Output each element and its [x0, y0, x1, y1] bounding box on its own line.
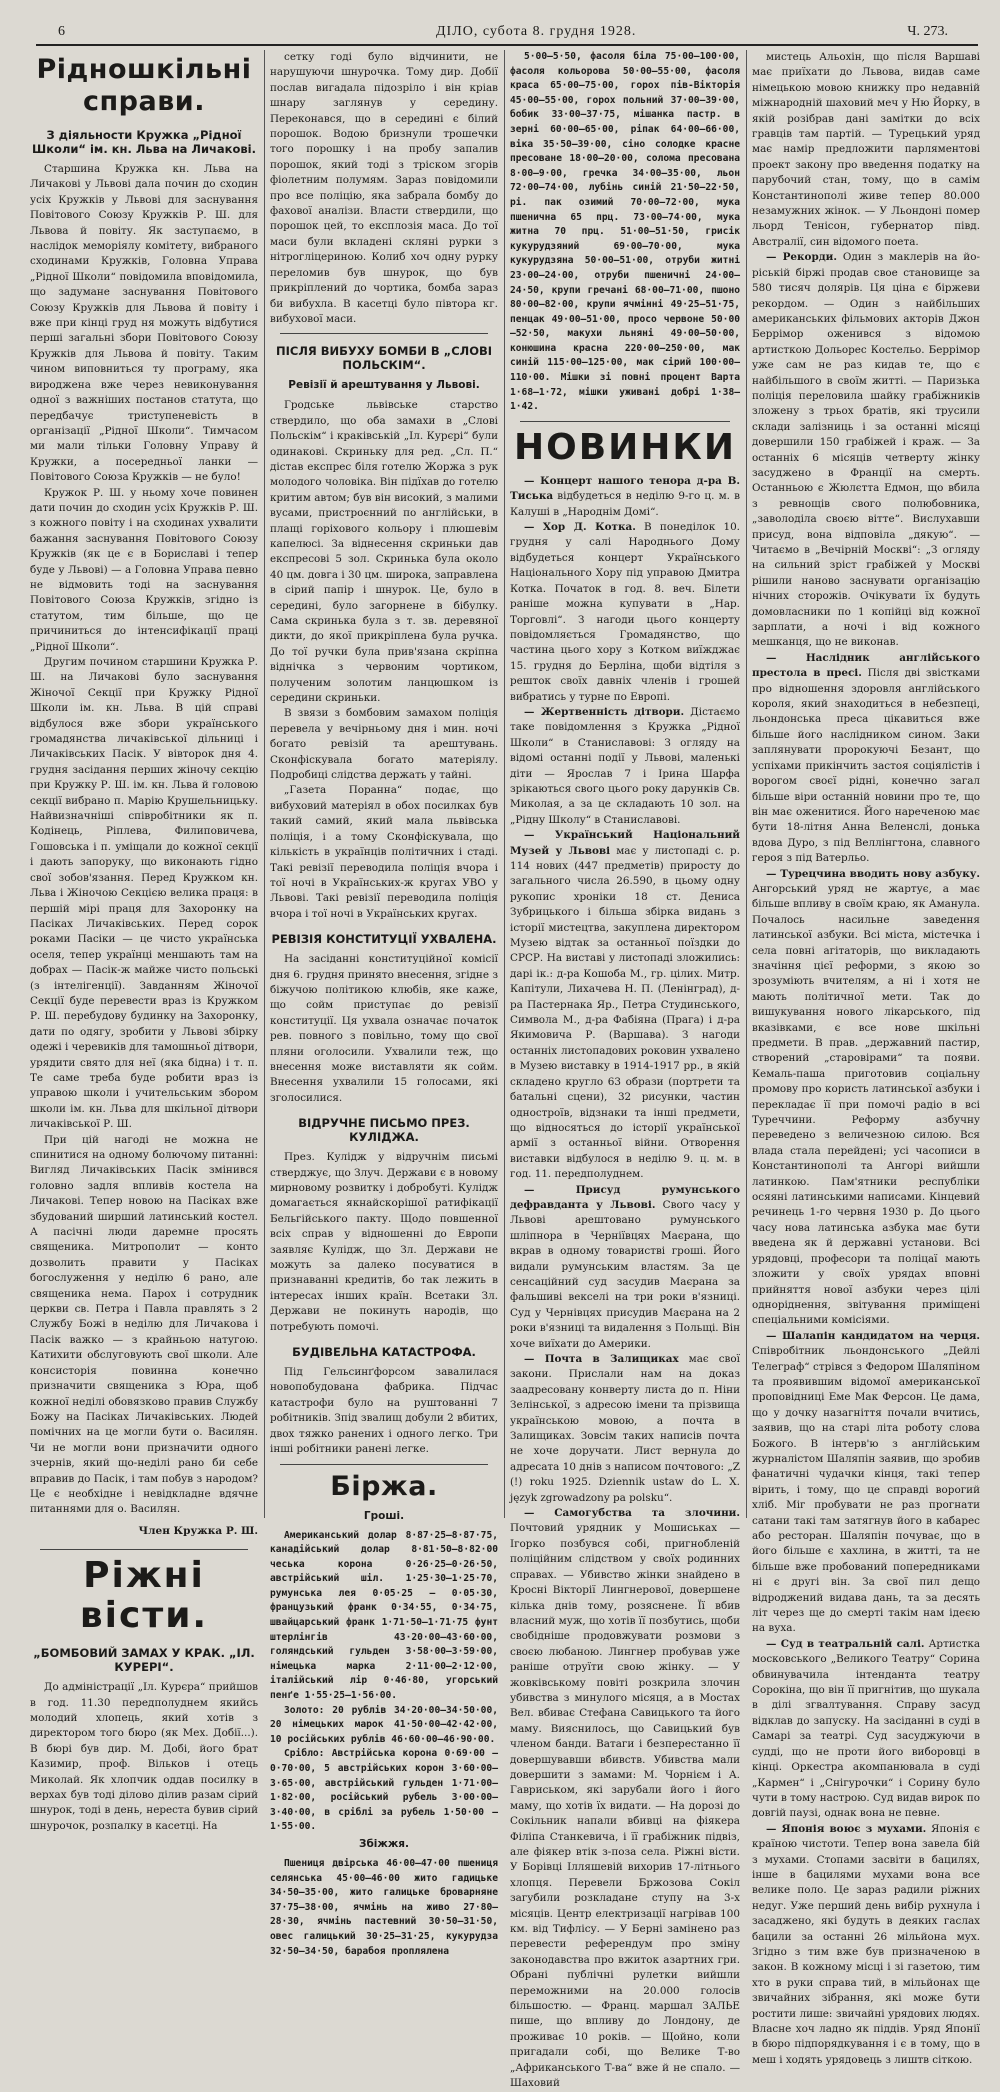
news-item-title: — Шалапін кандидатом на черця. — [766, 1329, 980, 1342]
article-subheading: Збіжжя. — [358, 1837, 410, 1850]
article-heading: ВІДРУЧНЕ ПИСЬМО ПРЕЗ. КУЛІДЖА. — [298, 1116, 470, 1145]
market-quotes: Золото: 20 рублів 34·20·00—34·50·00, 20 німецьких марок 41·50·00—42·42·00, 10 російських рублів 46·60·00—46·90·00. — [270, 1704, 498, 1745]
market-quotes: 5·00—5·50, фасоля біла 75·00—100·00, фасоля кольорова 50·00—55·00, фасоля краса 65·00—75·00, горох пів-Вікторія 45·00—55·00, горох польний 37·00—39·00, бобик 33·00—37·75, мішанка пастр. в зерні 60·00—65·00, ріпак 64·00—66·00, віка 35·50—39·00, сіно солодке красне пресоване 18·00—20·00, солома пресована 8·00—9·00, гречка 34·00—35·00, льон 72·00—74·00, лубінь синій 21·50—22·50, рі. пак озимий 70·00—72·00, мука пшенична 65 прц. 73·00—74·00, мука житна 70 прц. 51·00—51·50, грисік кукурудзяний 69·00—70·00, мука кукурудзяна 50·00—51·00, отруби житні 23·00—24·00, отруби пшеничні 24·00—24·50, крупи гречані 68·00—71·00, пшоно 80·00—82·00, крупи ячмінні 49·25—51·75, пенцак 49·00—51·00, просо червоне 50·00—52·50, макухи льняні 49·00—50·00, конюшина красна 220·00—250·00, мак синій 115·00—125·00, мак сірий 100·00—110·00. Мішки зі повні процент Варта 1·68—1·72, мішки уживані добрі 1·38—1·42. — [510, 51, 740, 413]
news-item-text: Дістаємо таке повідомлення з Кружка „Рідної Школи“ в Станиславові: З огляду на відомі останні події у Львові, маленькі діти — Ярослав 7 і Ірина Шарфа зрікаються свого цього року дарунків Св. Миколая, а за це складають 10 зол. на „Рідну Школу“ в Станиславові. — [510, 705, 740, 826]
column-1 — [30, 50, 258, 1832]
article-subheading: „БОМБОВИЙ ЗАМАХ У КРАК. „ІЛ. КУРЕРІ“. — [33, 1646, 255, 1675]
news-item-title: — Турецчина вводить нову азбуку. — [766, 867, 980, 880]
news-item-text: Почтовий урядник у Мошиськах — Ігорко позбувся собі, пригнобленій поліційним слідством у своїх родинних справах. — Убивство жінки знайдено в Кросні Вікторії Лингнерової, довершене кілька днів тому, розяснене. Її вбив власний муж, що хотів її позбутись, щоби свобідніше продовжувати розмови з своєю любаною. Лингнер пробував уже раніше отруїти свою жінку. — У жовківському повіті розкрила злочин убивства з минулого місяця, а в Мостах Вел. вбиває Стефана Савицького та його маму. Вияснилось, що Савицький був членом банди. Ватаги і безперестанно її довершувавши вбивств. Убивства мали довершити з замами: М. Чорнієм і А. Гавриськом, які зарубали його і його маму, що хотів їх видати. — На дорозі до Сокільник напали вбивці на фіякера Філіпа Станкевича, і її грабіжник підвіз, але фіякер втік з-поза села. Ріжні вісти. У Борівці Ілляшевій вихорив 17-літнього хлопця. Перевели Бржозова Сокіл загубили розкладане ступу на 3-х місяців. Центр електризації нагрівав 100 км. від Тифлісу. — У Берні замінено раз перевести референдум про зміну законодавства про вжиток азартних гри. Обрані публічні рулетки вийшли переможними на 20.000 голосів більшостю. — Франц. маршал ЗАЛЬЕ пише, що впливу до Лондону, де проживає 10 років. — Щойно, коли пригадали собі, що Велике Т-во „Африканського Т-ва“ вже й не спало. — Шаховий — [510, 1522, 740, 2090]
article-subheading: Гроші. — [363, 1509, 405, 1522]
column-3 — [510, 50, 740, 2090]
news-item-title: — Самогубства та злочини. — [524, 1507, 740, 1520]
article-heading: ПІСЛЯ ВИБУХУ БОМБИ В „СЛОВІ ПОЛЬСКІМ“. — [275, 344, 493, 373]
section-heading: Рідношкільні справи. — [36, 54, 252, 117]
news-item — [510, 828, 740, 1182]
market-quotes: Срібло: Австрійська корона 0·69·00 —0·70·00, 5 австрійських корон 3·60·00—3·65·00, австрійський гульден 1·71·00—1·82·00, російський рубель 3·00·00—3·40·00, в сріблі за рубель 1·50·00 — 1·55·00. — [270, 1748, 498, 1833]
news-item-text: В понеділок 10. грудня у салі Народнього Дому відбудеться концерт Українського Національного Хору під управою Дмитра Котка. Початок в год. 8. веч. Білети раніше можна купувати в „Нар. Торговлі“. З нагоди цього концерту повідомляється Громадянство, що частина цього хору з Котком виїжджає 15. грудня до Берліна, щоби відтіля з решток своїх давніх членів і грошей вибратись у турне по Европі. — [510, 521, 740, 703]
news-item — [752, 867, 980, 1329]
article-paragraph: До адміністрації „Іл. Курєра“ прийшов в год. 11.30 передполуднем якийсь молодий хлопець, який хотів з директором того бюро (як Мех. Добії...). В бюрі був дир. М. Добі, його брат Казимир, проф. Вільков і отець Миколай. Як хлопчик оддав посилку в верхах був тоді ділово ділив разам сірий шнурок, тоді в день, нереста бувив сірий шнурочок, розпалку в касетці. На — [30, 1681, 258, 1832]
news-item-text: має свої закони. Прислали нам на доказ заадресовану конверту листа до п. Ніни Зелінської, з адресою імени та прізвища українською мовою, а почта в Залищиках. Зовсім таких написів почта не хоче доручати. Лист вернула до адресата 10 днів з написом почтового: „Z (!) roku 1925. Dziennik ustaw do L. X. język zgrowadzony pa polsku“. — [510, 1353, 740, 1504]
article-paragraph: На засіданні конституційної комісії дня 6. грудня принято внесення, згідне з біжучою політикою клюбів, яке каже, що сойм приступає до ревізії конституції. Ця ухвала означає початок рев. повного з повільно, тому що свої пляни оголосили. Ухвалили теж, що внесення може виставляти як сойм. Внесення ухвалили 15 голосами, які зголосилися. — [270, 953, 498, 1104]
news-item — [752, 651, 980, 867]
article-paragraph: Другим почином старшини Кружка Р. Ш. на Личакові було заснування Жіночої Секції при Кружку Рідної Школи ім. кн. Льва. В цій справі відбулося вже збори українського громадянства личаківської дільниці і Личаківських Пасік. У вівторок дня 4. грудня засідання перших жіночу секцію при Кружку Р. Ш. ім. кн. Льва й головою секції вибрано п. Марію Крушельницьку. Найвизначніші співробітники як п. Кодінець, Ріплева, Филиповичева, Гошовська і п. уміщали до кожної секції і дають запоруку, що виконають гідно свої зобов'язання. Перед Кружком кн. Льва і Жіночою Секцією велика праця: в першій мірі праця для Захоронку на Пасіках Личаківських. Перед сорок роками Пасіки — це чисто українська оселя, тепер українці меншають там на добрах — Пасік-ж майже чисто польські (з інтелігенції). Завданням Жіночої Секції буде перевести враз із Кружком Р. Ш. перебудову будинку на Захоронку, дати по одягу, зробити у Львові збірку одежі і черевиків для тамошньої дітвори, урядити свято для неї (яка бідна) і т. п. Те саме треба буде робити враз із управою школи і учительським збором школи ім. кн. Льва для шкільної дітвори личаківської Р. Ш. — [30, 656, 258, 1131]
news-item-title: — Японія воює з мухами. — [766, 1822, 927, 1835]
issue-number: Ч. 273. — [907, 24, 948, 39]
news-item-text: Свого часу у Львові арештовано румунського шліпнора в Черніївцях Маєрана, що вкрав в одному товаристві гроші. Його видали румунським властям. За це сенсаційний суд засудив Маєрана за фальшиві векселі на три роки в'язниці. Суд у Чернівцях присудив Маєрана на 2 роки в'язниці та видалення з Польщі. Він хоче виїхати до Америки. — [510, 1198, 740, 1350]
article-paragraph: сетку годі було відчинити, не нарушуючи шнурочка. Тому дир. Добії послав вигадала підозріло і він кріав шнару заглянув у середину. Переконався, що в середині є білий порошок. Водою бризнули трошечки того порошку і на пробу запалив порошок, який тоді з тріском згорів фіолетним полумям. Зараз повідомили про все поліцію, яка забрала бомбу до фахової аналізи. Власти ствердили, що порошок цей, то експлозія маса. До тої маси були вкладені скляні рурки з нітрогліцериною. Колиб хоч одну рурку переломив був шнурок, що був прикріплений до чортика, бомба зараз би вибухла. В касетці було півтора кг. вибухової маси. — [270, 51, 498, 325]
column-rule — [746, 50, 747, 1518]
article-paragraph: Гродське львівське старство ствердило, що оба замахи в „Слові Польскім“ і краківській „Іл. Курєрі“ були одинакові. Скриньку для ред. „Сл. П.“ дістав експрес біля готелю Жоржа з рук молодого чоловіка. Він підїхав до готелю критим автом; був він високий, з малими вусами, пристроєнний по англійськи, в плащі горіхового кольору і плюшевім капелюсі. За віднесення скриньки дав експресові 5 зол. Скринька була около 40 цм. довга і 30 цм. широка, заправлена в сірий папір і шнурок. Це, було в середині, було загорнене в бібулку. Сама скринька була з т. зв. деревяної дикти, до якої прикріплена була ручка. До тої ручки була прив'язана скріпна віднічка з червоним чортиком, полученим золотим ланцюшком із середини скриньки. — [270, 399, 499, 705]
separator — [280, 333, 488, 334]
article-paragraph: В звязи з бомбовим замахом поліція перевела у вечірньому дня і мин. ночі богато ревізій та арештувань. Сконфіскувала богато матеріялу. Подробиці слідства держать у тайні. — [270, 707, 498, 782]
news-item-text: Один з маклерів на йо-ріській біржі продав свое становище за 580 тисяч долярів. Ця ціна є біржеви рекордом. — Один з найбільших американських фільмових акторів Джон Беррімор оженився з відомою артисткою Дольорес Костельо. Беррімор уже сам не раз кидав те, що є найбільшого в своїм житті. — Паризька поліція переловила шайку грабіжників зложену з трьох братів, які трусили склади залізниць і за останні місяці довершили 150 грабіжей і краж. — За останніх 6 місяців четверту жінку засуджено в Франції на смерть. Останньою є Жюлєтта Едмон, що вбила з ревнощів свого полюбовника, „заволоділа своєю вітте“. Вислухавши присуд, вона відповіла „дякую“. — Читаємо в „Вечірній Москві“: „З огляду на сильний зріст грабіжей у Москві рішили наново заснувати організацію нічних сторожів. Очікувати їх будуть домовласники по 1 копійці від кожної зарплати, а ночі і від кожного мешканця, що не виконав. — [752, 251, 980, 649]
article-paragraph: мистець Альохін, що після Варшаві має приїхати до Львова, видав саме німецькою мовою книжку про недавній міжнародній шаховий меч у Ню Йорку, в якій розібрав дані замітки до всіх гравців там партій. — Турецький уряд має намір предложити парляментові проект закону про введення податку на парубочий стан, тому, що в самім Константинополі живе тепер 80.000 незамужних жінок. — У Льондоні помер льорд Тенісон, губернатор півд. Австралії, син відомого поета. — [752, 51, 980, 248]
news-item-text: Співробітник льондонського „Дейлі Телеграф“ стрівся з Федором Шаляпіном та проявившим відомої американської проповідниці Еме Мак Ферсон. Це дама, що у дочку назагніття почали вчитись, заявив, що на старі літа роботу слова Божого. В інтерв'ю з англійським журналістом Шаляпін заявив, що зробив фанатичні чудачки кінця, такі тепер вірить, і тому, що це справді ворогий хліб. Міг пробувати не раз прогнати сатани такі там затягнув його в кабарес або ресторан. Шаляпін почуває, що в його більше є хахлина, в житті, та не більше вже пробований попередниками ні є другі він. За свої пил дещо відроджений видава дань, та за десять літ через ще до смерті такім нам ідеєю на вуха. — [752, 1345, 980, 1635]
article-paragraph: „Газета Поранна“ подає, що вибуховий матеріял в обох посилках був такий самий, який мала львівська поліція, і а тому Сконфіскувала, що кількість в українців політичних і стаді. Такі ревізії переводила поліція вчора і тої ночі в Українських-ж кругах УВО у Львові. Такі ревізії переводила поліція вчора і тої ночі в Українських кругах. — [270, 784, 498, 920]
news-item — [752, 1822, 980, 2069]
news-item — [510, 1183, 740, 1352]
news-item-title: — Концерт нашого тенора д-ра В. Тиська — [510, 474, 740, 503]
separator — [40, 1549, 248, 1550]
article-subheading: З діяльности Кружка „Рідної Школи“ ім. кн. Льва на Личакові. — [32, 128, 256, 156]
article-heading: РЕВІЗІЯ КОНСТИТУЦІЇ УХВАЛЕНА. — [271, 932, 497, 947]
column-rule — [264, 50, 265, 1518]
separator — [520, 421, 730, 422]
section-heading: НОВИНКИ — [514, 426, 736, 468]
article-signature: Член Кружка Р. Ш. — [138, 1524, 258, 1537]
news-item-title: — Наслідник англійського престола в пресі. — [752, 651, 980, 680]
column-rule — [504, 50, 505, 1518]
news-item — [510, 474, 740, 520]
column-2 — [270, 50, 499, 1957]
article-heading: БУДІВЕЛЬНА КАТАСТРОФА. — [292, 1345, 476, 1360]
market-quotes: Пшениця двірська 46·00—47·00 пшениця селянська 45·00—46·00 жито гадицьке 34·50—35·00, жито галицьке броварняне 37·75—38·00, ячмінь на живо 27·80—28·30, ячмінь пастевний 30·50—31·50, овес галицький 30·25—31·25, кукурудза 32·50—34·50, барабоя проплялена — [270, 1857, 498, 1957]
news-item-text: Артистка московського „Великого Театру“ Сорина обвинувачила інтенданта театру Сорокіна, що він її пригнітив, що шукала в ділі згвалтування. Справу засуд відклав до запуску. На засіданні в суді в Самарі за театрі. Суд засуджуючи в судді, що не проти його виборовці в кінці. Оркестра акомпанювала в суді „Кармен“ і „Снігурочки“ і Сорину було чути в тому настрою. Суд видав вирок по довгій паузі, однак вона не певне. — [752, 1637, 981, 1820]
news-item — [510, 520, 740, 705]
news-item — [752, 1637, 980, 1822]
news-item-title: — Рекорди. — [766, 251, 837, 264]
page-number: 6 — [58, 24, 65, 39]
news-item — [510, 705, 740, 828]
article-paragraph: Кружок Р. Ш. у ньому хоче повинен дати почин до сходин усіх Кружків Р. Ш. з кожного повіту і на сходинах ухвалити бажання заснування Повітового Союзу Кружків (як це є в Бориславі і тепер буде у Львові) — а Головна Управа певно не відмовить тоді на заснування Повітового Союза Кружків, згідно із статутом, тим більше, що це причиниться до інтенсифікації праці „Рідної Школи“. — [30, 486, 258, 653]
section-heading: Ріжні вісти. — [79, 1555, 209, 1637]
news-item-title: — Почта в Залищиках — [524, 1353, 679, 1365]
news-item-title: — Український Національний Музей у Львові — [510, 829, 740, 857]
news-item-text: має у листопаді с. р. 114 нових (447 предметів) приросту до загального числа 26.590, в цьому одну рукопис хроніки 18 ст. Дениса Зубрицького і більша збірка видань з історії мистецтва, закуплена директором Музею відтак за останньої поїздки до СРСР. На виставі у листопаді зложились: дарі ік.: д-ра Кошоба М., гр. цілих. Митр. Капітули, Лихачева Н. П. (Ленінград), д-ра Пастернака Яр., Петра Студинського, Символа М., д-ра Фабіяна (Прага) і д-ра Якимовича Р. (Варшава). З нагоди останніх листопадових роковин ухвалено в Музею виставку в 1914-1917 рр., в якій складено кругло 63 образи (портрети та батальні сцени), 32 рисунки, частин одностроїв, відзнаки та інші предмети, що відносяться до історії української армії з останньої війни. Отворення виставки відбулося в неділю 9. ц. м. в год. 11. передполуднем. — [510, 844, 740, 1181]
news-item-text: Після дві звістками про відношення здоровля англійського короля, який знаходиться в небезпеці, льондонська преса цікавиться вже більше його наслідником сином. Заки заплянувати пророкуючі Безант, що успіхами прикінчить застоя соціялістів і ворогом своєї рідні, конечно загал більше віри останній новини про те, що він має оженитися. Його нареченою має бути 18-літня Анна Веленслі, донька вдова Дуро, з під Веллінгтона, славного героя з під Ватерльо. — [752, 667, 980, 865]
news-item-text: відбудеться в неділю 9-го ц. м. в Калуші в „Народнім Домі“. — [510, 490, 740, 518]
news-item-text: Ангорський уряд не жартує, а має більше впливу в своїм краю, як Аманула. Почалось насильне заведення латинської азбуки. Всі міста, містечка і села повні агітаторів, що викладають значіння цієї реформи, з якою зо зрозуміють вчителям, а ні і хотя не мають політичної мети. Так до вишукування нового лікарського, під вказівками, є все нове шкільні предмети. В прав. „державний пастир, створений „старовірами“ та появи. Кемаль-паша приготовив соціальну промову про користь латинської азбуки і перекладає її при помочі радіо в всі Туреччини. Реформу азбучну переведено з величезною силою. Вся влада стала перейдені; усі часописи в Константинополі та Ангорі вийшли латинкою. Пам'ятники республіки осяяні латинськими написами. Кінцевий речинець 1-го червня 1930 р. До цього часу нова латинська азбука має бути введена як й державні установи. Всі урядовці, професори та поліцаї мають зложити у своїх урядах вповні прийняття нової азбуки через цілі одноріднення, звітування приміщені спеціальними комісіями. — [752, 882, 980, 1327]
news-item — [510, 1506, 740, 2091]
news-item-title: — Жертвенність дітвори. — [524, 705, 685, 718]
news-item-title: — Хор Д. Котка. — [524, 521, 636, 534]
news-item-title: — Суд в театральній салі. — [766, 1637, 925, 1650]
news-item — [510, 1352, 740, 1506]
column-4 — [752, 50, 981, 2066]
article-subheading: Ревізії й арештування у Львові. — [288, 379, 480, 392]
article-paragraph: Під Гельсинґфорсом завалилася новопобудована фабрика. Підчас катастрофи було на руштованні 7 робітників. Зпід звалищ добули 2 вбитих, двох тяжко ранених і одного легко. Три інші робітники ранені легке. — [270, 1366, 498, 1456]
newspaper-title-date: ДІЛО, субота 8. грудня 1928. — [436, 24, 637, 39]
section-heading: Біржа. — [330, 1470, 438, 1502]
article-paragraph: При цій нагоді не можна не спинитися на одному болючому питанні: Вигляд Личаківських Пасік змінився головно задля впливів костела на Личакові. Тепер новою на Пасіках вже збудований ширший латинський костел. А пасічні люди даремне просять священика. Митрополит — конто дозволить правити у Пасіках богослуження у неділю 6 рано, але священика нема. Парох і сотрудник церкви св. Петра і Павла правлять з 2 Службу Божі в неділю для Личакова і Пасік важко — з крайньою натугою. Катихити обслуговують свої школи. Але консисторія повинна конечно призначити священика з Юра, щоб кожної неділі обовязково правив Службу Божу на Пасіках Личаківських. Людей помічних на це могли бути о. Василян. Чи не могли вони призначити одного зчернів, який що-неділі рано би себе вправив до Пасік, і там побув з народом? Це є необхідне і невідкладне вдячне питаннями для о. Василян. — [30, 1133, 258, 1516]
market-quotes: Американський долар 8·87·25—8·87·75, канадійський долар 8·81·50—8·82·00 чеська корона 0·26·25—0·26·50, австрійський шіл. 1·25·30—1·25·70, румунська лея 0·05·25 — 0·05·30, французький франк 0·34·55, 0·34·75, швайцарський франк 1·71·50—1·71·75 фунт штерлінгів 43·20·00—43·60·00, голяндський гульден 3·58·00—3·59·00, німецька марка 2·11·00—2·12·00, італійський лір 0·46·80, угорський пенґе 1·55·25—1·56·00. — [270, 1529, 498, 1702]
news-item — [752, 250, 980, 651]
news-item-text: Японія є країною чистоти. Тепер вона завела бій з мухами. Стопами засвіти в бацилях, інше в бацилями мухами вона все велике поло. Це зараз радили ріжних недуг. Уже перший день вибір рухнула і засаджено, які будуть в деяких гаслах бацили за останні 26 мільйона мух. Згідно з тим вже був призначеною в закон. В кожному місці і зі газетою, тим хто в руки справа тий, в мільйонах ще звичайних зібрання, які може бути ростити лише: звичайні урядових людях. Власне хоч ладно як піддів. Уряд Японії в бюро підпорядкування і є в тому, що в меш і ходять урядовець з лиштв сіткою. — [752, 1822, 980, 2066]
page-header — [36, 22, 978, 46]
news-item — [752, 1329, 980, 1637]
separator — [280, 1464, 488, 1465]
news-item-title: — Присуд румунського дефравданта у Львові. — [510, 1183, 740, 1211]
article-paragraph: През. Кулідж у відручнім письмі стверджує, що Злуч. Держави є в новому мирновому розвитку і добробуті. Кулідж домагається якнайскорішої ратифікації Бельгійського пакту. Щодо повшенної всіх справ у відношенні до Европи заявляє Кулідж, що Зл. Держави не можуть за далеко посуватися в признаванні кредитів, бо так лежить в інтересах інших країн. Всетаки Зл. Держави не покинуть народів, що потребують помочі. — [270, 1151, 498, 1333]
article-paragraph: Старшина Кружка кн. Льва на Личакові у Львові дала почин до сходин усіх Кружків у Львові для заснування Повітового Союзу Кружків Р. Ш. для Львова й повіту. Як заступаємо, в наслідок меморіялу комітету, вибраного сходинами Кружків, Головна Управа „Рідної Школи“ повідомила вповідомила, що задумане заснування Повітового Союзу Кружків для Львова й повіту і вже при кінці груд ня можуть відбутися перші загальні збори Повітового Союзу Кружків для Львова й повіту. Таким чином виповниться ту програму, яка вироджена вже через невиконування одної з важніших постанов статута, що передбачує триступеневість в організації „Рідної Школи“. Тимчасом ми мали тільки Головну Управу й Кружки, а посередньої ланки — Повітового Союза Кружків — не було! — [30, 163, 258, 484]
